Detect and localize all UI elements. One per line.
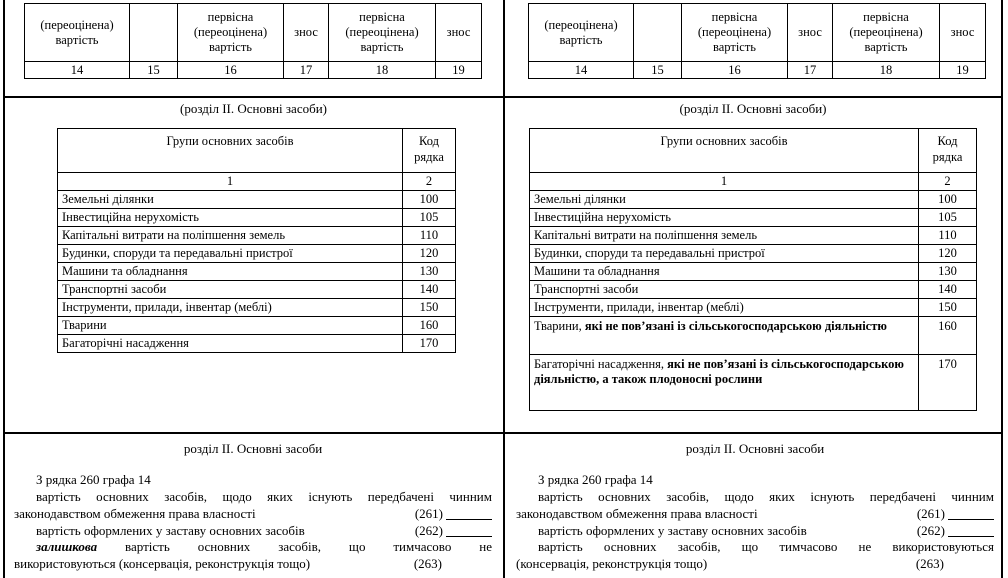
group-code: 170 <box>919 355 977 411</box>
header-cell-19 <box>940 4 986 62</box>
note-item1-code-wrap <box>917 506 994 523</box>
note-item1-cont: законодавством обмеження права власності <box>516 505 758 521</box>
table-row <box>58 129 456 173</box>
group-name: Капітальні витрати на поліпшення земель <box>530 227 919 245</box>
note-item1-code: (261) <box>916 505 945 521</box>
header-line: знос <box>798 25 822 40</box>
group-code: 160 <box>919 317 977 355</box>
left-section-rule-1 <box>3 96 504 98</box>
note-title: розділ II. Основні засоби <box>685 441 825 456</box>
group-name <box>530 317 919 355</box>
group-name: Земельні ділянки <box>58 191 403 209</box>
table-row <box>25 62 482 79</box>
note-line-from: З рядка 260 графа 14 <box>538 471 653 487</box>
header-line: вартість <box>55 32 99 47</box>
column-divider <box>503 0 505 578</box>
note-item3-code: (263) <box>413 556 442 572</box>
column-number-cell: 16 <box>178 62 284 79</box>
column-number-cell: 19 <box>940 62 986 79</box>
group-code: 110 <box>403 227 456 245</box>
header-line: первісна <box>207 10 254 25</box>
column-number-cell: 17 <box>284 62 329 79</box>
right-top-numbering-table <box>528 3 986 79</box>
note-item3-cont: (консервація, реконструкція тощо) <box>516 556 708 572</box>
header-line: вартість <box>864 39 908 54</box>
note-item1-blank <box>948 519 994 520</box>
note-item2-code-wrap <box>917 523 994 540</box>
table-row <box>58 299 456 317</box>
note-item2-blank <box>446 536 492 537</box>
note-item3-text-row <box>14 539 492 556</box>
header-line: Код <box>937 134 958 148</box>
header-cell-14 <box>529 4 634 62</box>
group-name: Будинки, споруди та передавальні пристрої <box>530 245 919 263</box>
groups-colnum-name: 1 <box>58 173 403 191</box>
table-row <box>530 129 977 173</box>
note-item1-cont-row <box>516 506 994 523</box>
table-row <box>58 173 456 191</box>
header-cell-17 <box>788 4 833 62</box>
group-name: Машини та обладнання <box>530 263 919 281</box>
table-row <box>530 281 977 299</box>
header-line: (переоцінена) <box>849 25 923 40</box>
right-section-caption: (розділ II. Основні засоби) <box>679 101 827 116</box>
note-item1-text: вартість основних засобів, щодо яких існують передбачені чинним <box>538 488 994 504</box>
group-name-emphasis: які не пов’язані із сільськогосподарською діяльністю <box>584 319 887 333</box>
group-name: Багаторічні насадження <box>58 335 403 353</box>
table-row <box>58 191 456 209</box>
left-groups-table <box>57 128 456 353</box>
table-row <box>530 209 977 227</box>
left-section-caption: (розділ II. Основні засоби) <box>180 101 327 116</box>
group-name-plain: Багаторічні насадження, <box>534 357 668 371</box>
group-code: 120 <box>919 245 977 263</box>
left-note-block <box>14 441 492 573</box>
note-item3-text: вартість основних засобів, що тимчасово не використовуються <box>538 539 994 555</box>
table-row <box>58 227 456 245</box>
group-name: Інвестиційна нерухомість <box>530 209 919 227</box>
header-line: рядка <box>414 149 444 164</box>
table-row <box>530 317 977 355</box>
group-code: 160 <box>403 317 456 335</box>
outer-left-border <box>3 0 5 578</box>
header-cell-15 <box>634 4 682 62</box>
note-item1-text: вартість основних засобів, щодо яких існують передбачені чинним <box>36 488 492 504</box>
table-row <box>58 281 456 299</box>
note-item2-code: (262) <box>414 522 443 538</box>
group-code: 105 <box>919 209 977 227</box>
note-item3-italic-prefix: залишкова <box>36 539 98 555</box>
column-number-cell: 16 <box>682 62 788 79</box>
column-number-cell: 14 <box>25 62 130 79</box>
note-item3-cont: використовуються (консервація, реконструкція тощо) <box>14 556 311 572</box>
group-name: Капітальні витрати на поліпшення земель <box>58 227 403 245</box>
header-line: знос <box>446 25 471 40</box>
column-number-cell: 18 <box>329 62 436 79</box>
group-code: 120 <box>403 245 456 263</box>
note-item3-text: вартість основних засобів, що тимчасово не <box>125 539 492 555</box>
groups-colnum-code: 2 <box>403 173 456 191</box>
group-code: 150 <box>403 299 456 317</box>
groups-header-code <box>919 129 977 173</box>
left-top-numbering-table <box>24 3 482 79</box>
table-row <box>530 245 977 263</box>
group-name-plain: Тварини, <box>534 319 585 333</box>
table-row <box>58 209 456 227</box>
groups-colnum-code: 2 <box>919 173 977 191</box>
header-cell-15 <box>130 4 178 62</box>
header-line: (переоцінена) <box>193 25 268 40</box>
note-item2-row <box>14 523 492 540</box>
note-title: розділ II. Основні засоби <box>183 441 323 456</box>
right-note-block <box>516 441 994 573</box>
group-name: Тварини <box>58 317 403 335</box>
note-item2-code-wrap <box>415 523 492 540</box>
group-name: Інструменти, прилади, інвентар (меблі) <box>530 299 919 317</box>
header-cell-19 <box>436 4 482 62</box>
header-line: вартість <box>712 39 757 54</box>
table-row <box>530 227 977 245</box>
note-item1-cont: законодавством обмеження права власності <box>14 505 256 521</box>
group-name: Інвестиційна нерухомість <box>58 209 403 227</box>
right-section-rule-2 <box>503 432 1002 434</box>
header-cell-18 <box>329 4 436 62</box>
header-cell-14 <box>25 4 130 62</box>
right-section-rule-1 <box>503 96 1002 98</box>
table-row <box>58 335 456 353</box>
group-code: 170 <box>403 335 456 353</box>
left-section-rule-2 <box>3 432 504 434</box>
right-groups-table <box>529 128 977 411</box>
group-code: 105 <box>403 209 456 227</box>
group-code: 100 <box>919 191 977 209</box>
group-name: Інструменти, прилади, інвентар (меблі) <box>58 299 403 317</box>
table-row <box>529 4 986 62</box>
groups-colnum-name: 1 <box>530 173 919 191</box>
table-row <box>529 62 986 79</box>
header-line: вартість <box>360 39 404 54</box>
note-item2-blank <box>948 536 994 537</box>
note-item1-blank <box>446 519 492 520</box>
group-name <box>530 355 919 411</box>
table-row <box>530 191 977 209</box>
header-line: вартість <box>559 32 603 47</box>
note-item1-code: (261) <box>414 505 443 521</box>
note-item3-code: (263) <box>915 556 944 572</box>
column-number-cell: 17 <box>788 62 833 79</box>
header-cell-17 <box>284 4 329 62</box>
group-code: 140 <box>403 281 456 299</box>
groups-header-name: Групи основних засобів <box>58 129 403 173</box>
table-row <box>25 4 482 62</box>
header-line: первісна <box>863 10 909 25</box>
header-line: (переоцінена) <box>544 17 618 32</box>
group-code: 130 <box>919 263 977 281</box>
header-line: знос <box>950 25 975 40</box>
header-line: (переоцінена) <box>40 17 114 32</box>
header-cell-16 <box>178 4 284 62</box>
note-item2-text: вартість оформлених у заставу основних засобів <box>538 522 807 538</box>
note-item3-cont-row <box>516 556 994 573</box>
table-row <box>530 173 977 191</box>
header-line: первісна <box>711 10 758 25</box>
table-row <box>58 317 456 335</box>
header-line: первісна <box>359 10 405 25</box>
group-code: 150 <box>919 299 977 317</box>
group-name: Машини та обладнання <box>58 263 403 281</box>
groups-header-name: Групи основних засобів <box>530 129 919 173</box>
note-item2-code: (262) <box>916 522 945 538</box>
table-row <box>58 263 456 281</box>
group-code: 100 <box>403 191 456 209</box>
note-item3-cont-row <box>14 556 492 573</box>
column-number-cell: 19 <box>436 62 482 79</box>
note-item2-text: вартість оформлених у заставу основних засобів <box>36 522 305 538</box>
group-code: 140 <box>919 281 977 299</box>
groups-header-code <box>403 129 456 173</box>
group-name: Транспортні засоби <box>530 281 919 299</box>
group-code: 110 <box>919 227 977 245</box>
note-item2-row <box>516 523 994 540</box>
column-number-cell: 14 <box>529 62 634 79</box>
column-number-cell: 15 <box>130 62 178 79</box>
table-row <box>530 299 977 317</box>
group-name: Будинки, споруди та передавальні пристрої <box>58 245 403 263</box>
note-item1-cont-row <box>14 506 492 523</box>
header-line: знос <box>294 25 318 40</box>
table-row <box>530 355 977 411</box>
header-cell-18 <box>833 4 940 62</box>
outer-right-border <box>1001 0 1003 578</box>
table-row <box>530 263 977 281</box>
group-name-emphasis: які не пов’язані із сільськогосподарською діяльністю, а також плодоносні рослини <box>534 357 904 386</box>
header-line: вартість <box>208 39 253 54</box>
note-line-from: З рядка 260 графа 14 <box>36 471 151 487</box>
group-code: 130 <box>403 263 456 281</box>
header-cell-16 <box>682 4 788 62</box>
group-name: Транспортні засоби <box>58 281 403 299</box>
table-row <box>58 245 456 263</box>
header-line: рядка <box>932 149 963 164</box>
header-line: Код <box>419 134 439 148</box>
header-line: (переоцінена) <box>697 25 772 40</box>
column-number-cell: 18 <box>833 62 940 79</box>
header-line: (переоцінена) <box>345 25 419 40</box>
group-name: Земельні ділянки <box>530 191 919 209</box>
note-item1-code-wrap <box>415 506 492 523</box>
column-number-cell: 15 <box>634 62 682 79</box>
